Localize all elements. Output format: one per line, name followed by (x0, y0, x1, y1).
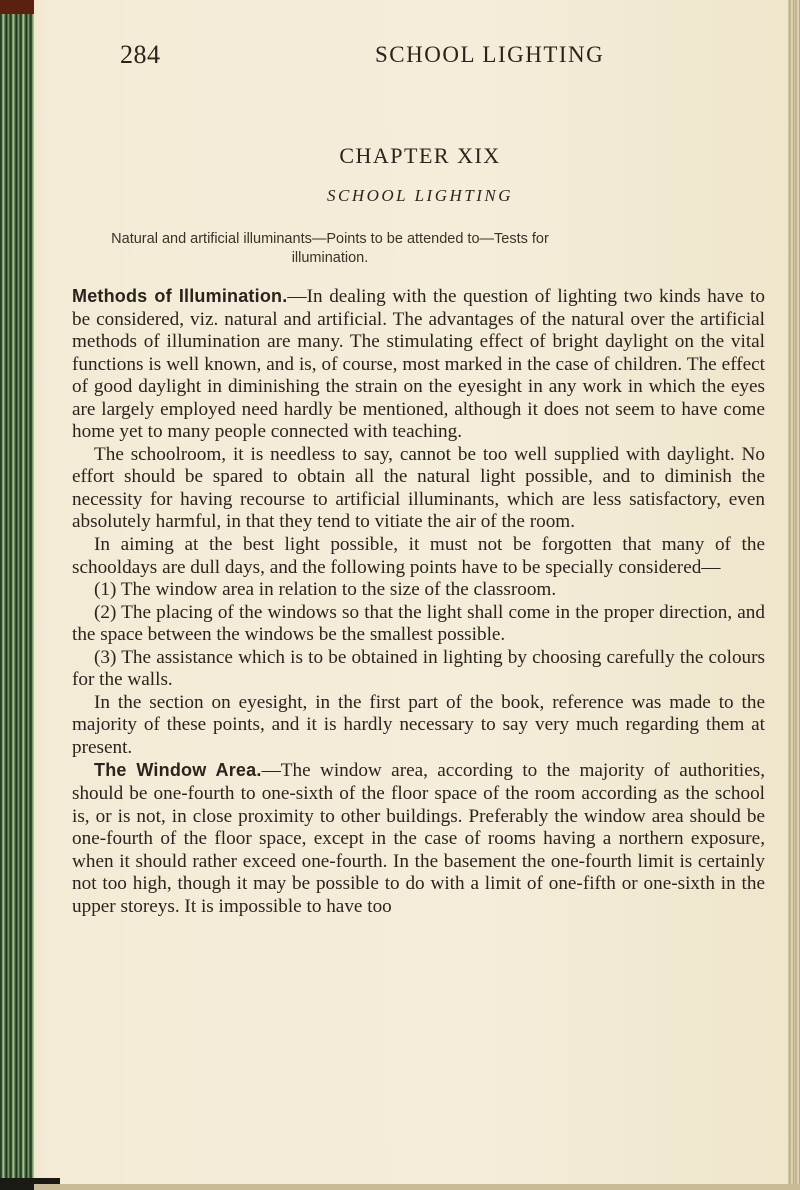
chapter-title: SCHOOL LIGHTING (327, 186, 513, 205)
paragraph: In aiming at the best light possible, it must not be forgotten that many of the schooldays are dull days, and the following points have to be specially considered— (72, 534, 765, 578)
methods-text: —In dealing with the question of lighting two kinds have to be considered, viz. natural and artificial. The advantages of the natural over the artificial methods of illumination are many. The stimulating effect of bright daylight on the vital functions is well known, and is, of course, most marked in the case of children. The effect of good daylight in diminishing the strain on the eyesight in any work in which the eyes are largely employed need hardly be mentioned, although it does not seem to have come home yet to many people connected with teaching. (72, 286, 765, 443)
window-area-text: —The window area, according to the majority of authorities, should be one-fourth to one-sixth of the floor space of the room according as the school is, or is not, in close proximity to other buildings. Preferably the window area should be one-fourth of the floor space, except in the case of rooms having a northern exposure, when it should rather exceed one-fourth. In the basement the one-fourth limit is certainly not too high, though it may be possible to do with a limit of one-fifth or one-sixth in the upper storeys. It is impossible to have too (72, 760, 765, 917)
list-item: (2) The placing of the windows so that the light shall come in the proper direction, and the space between the windows be the smallest possible. (72, 601, 765, 646)
list-item: (1) The window area in relation to the size of the classroom. (94, 579, 557, 601)
running-head: SCHOOL LIGHTING (375, 42, 605, 67)
paragraph: In the section on eyesight, in the first part of the book, reference was made to the majority of these points, and it is hardly necessary to say very much regarding them at present. (72, 691, 765, 758)
binding-top-edge (0, 0, 34, 14)
page-number: 284 (120, 40, 161, 69)
window-area-paragraph (72, 759, 765, 918)
body-text (72, 285, 765, 918)
runin-heading-methods: Methods of Illumination. (72, 286, 288, 306)
book-binding (0, 0, 34, 1190)
chapter-synopsis: Natural and artificial illuminants—Points to be attended to—Tests for illumination. (111, 231, 549, 266)
methods-paragraph (72, 285, 765, 444)
page-right-edge (788, 0, 800, 1190)
chapter-number: CHAPTER XIX (339, 143, 501, 168)
page-header (120, 40, 760, 74)
paragraph: The schoolroom, it is needless to say, cannot be too well supplied with daylight. No effort should be spared to obtain all the natural light possible, and to diminish the necessity for having recourse to artificial illuminants, which are less satisfactory, even absolutely harmful, in that they tend to vitiate the air of the room. (72, 443, 765, 533)
page-bottom-edge (34, 1184, 800, 1190)
runin-heading-window-area: The Window Area. (94, 760, 262, 781)
list-item: (3) The assistance which is to be obtained in lighting by choosing carefully the colours for the walls. (72, 646, 765, 691)
